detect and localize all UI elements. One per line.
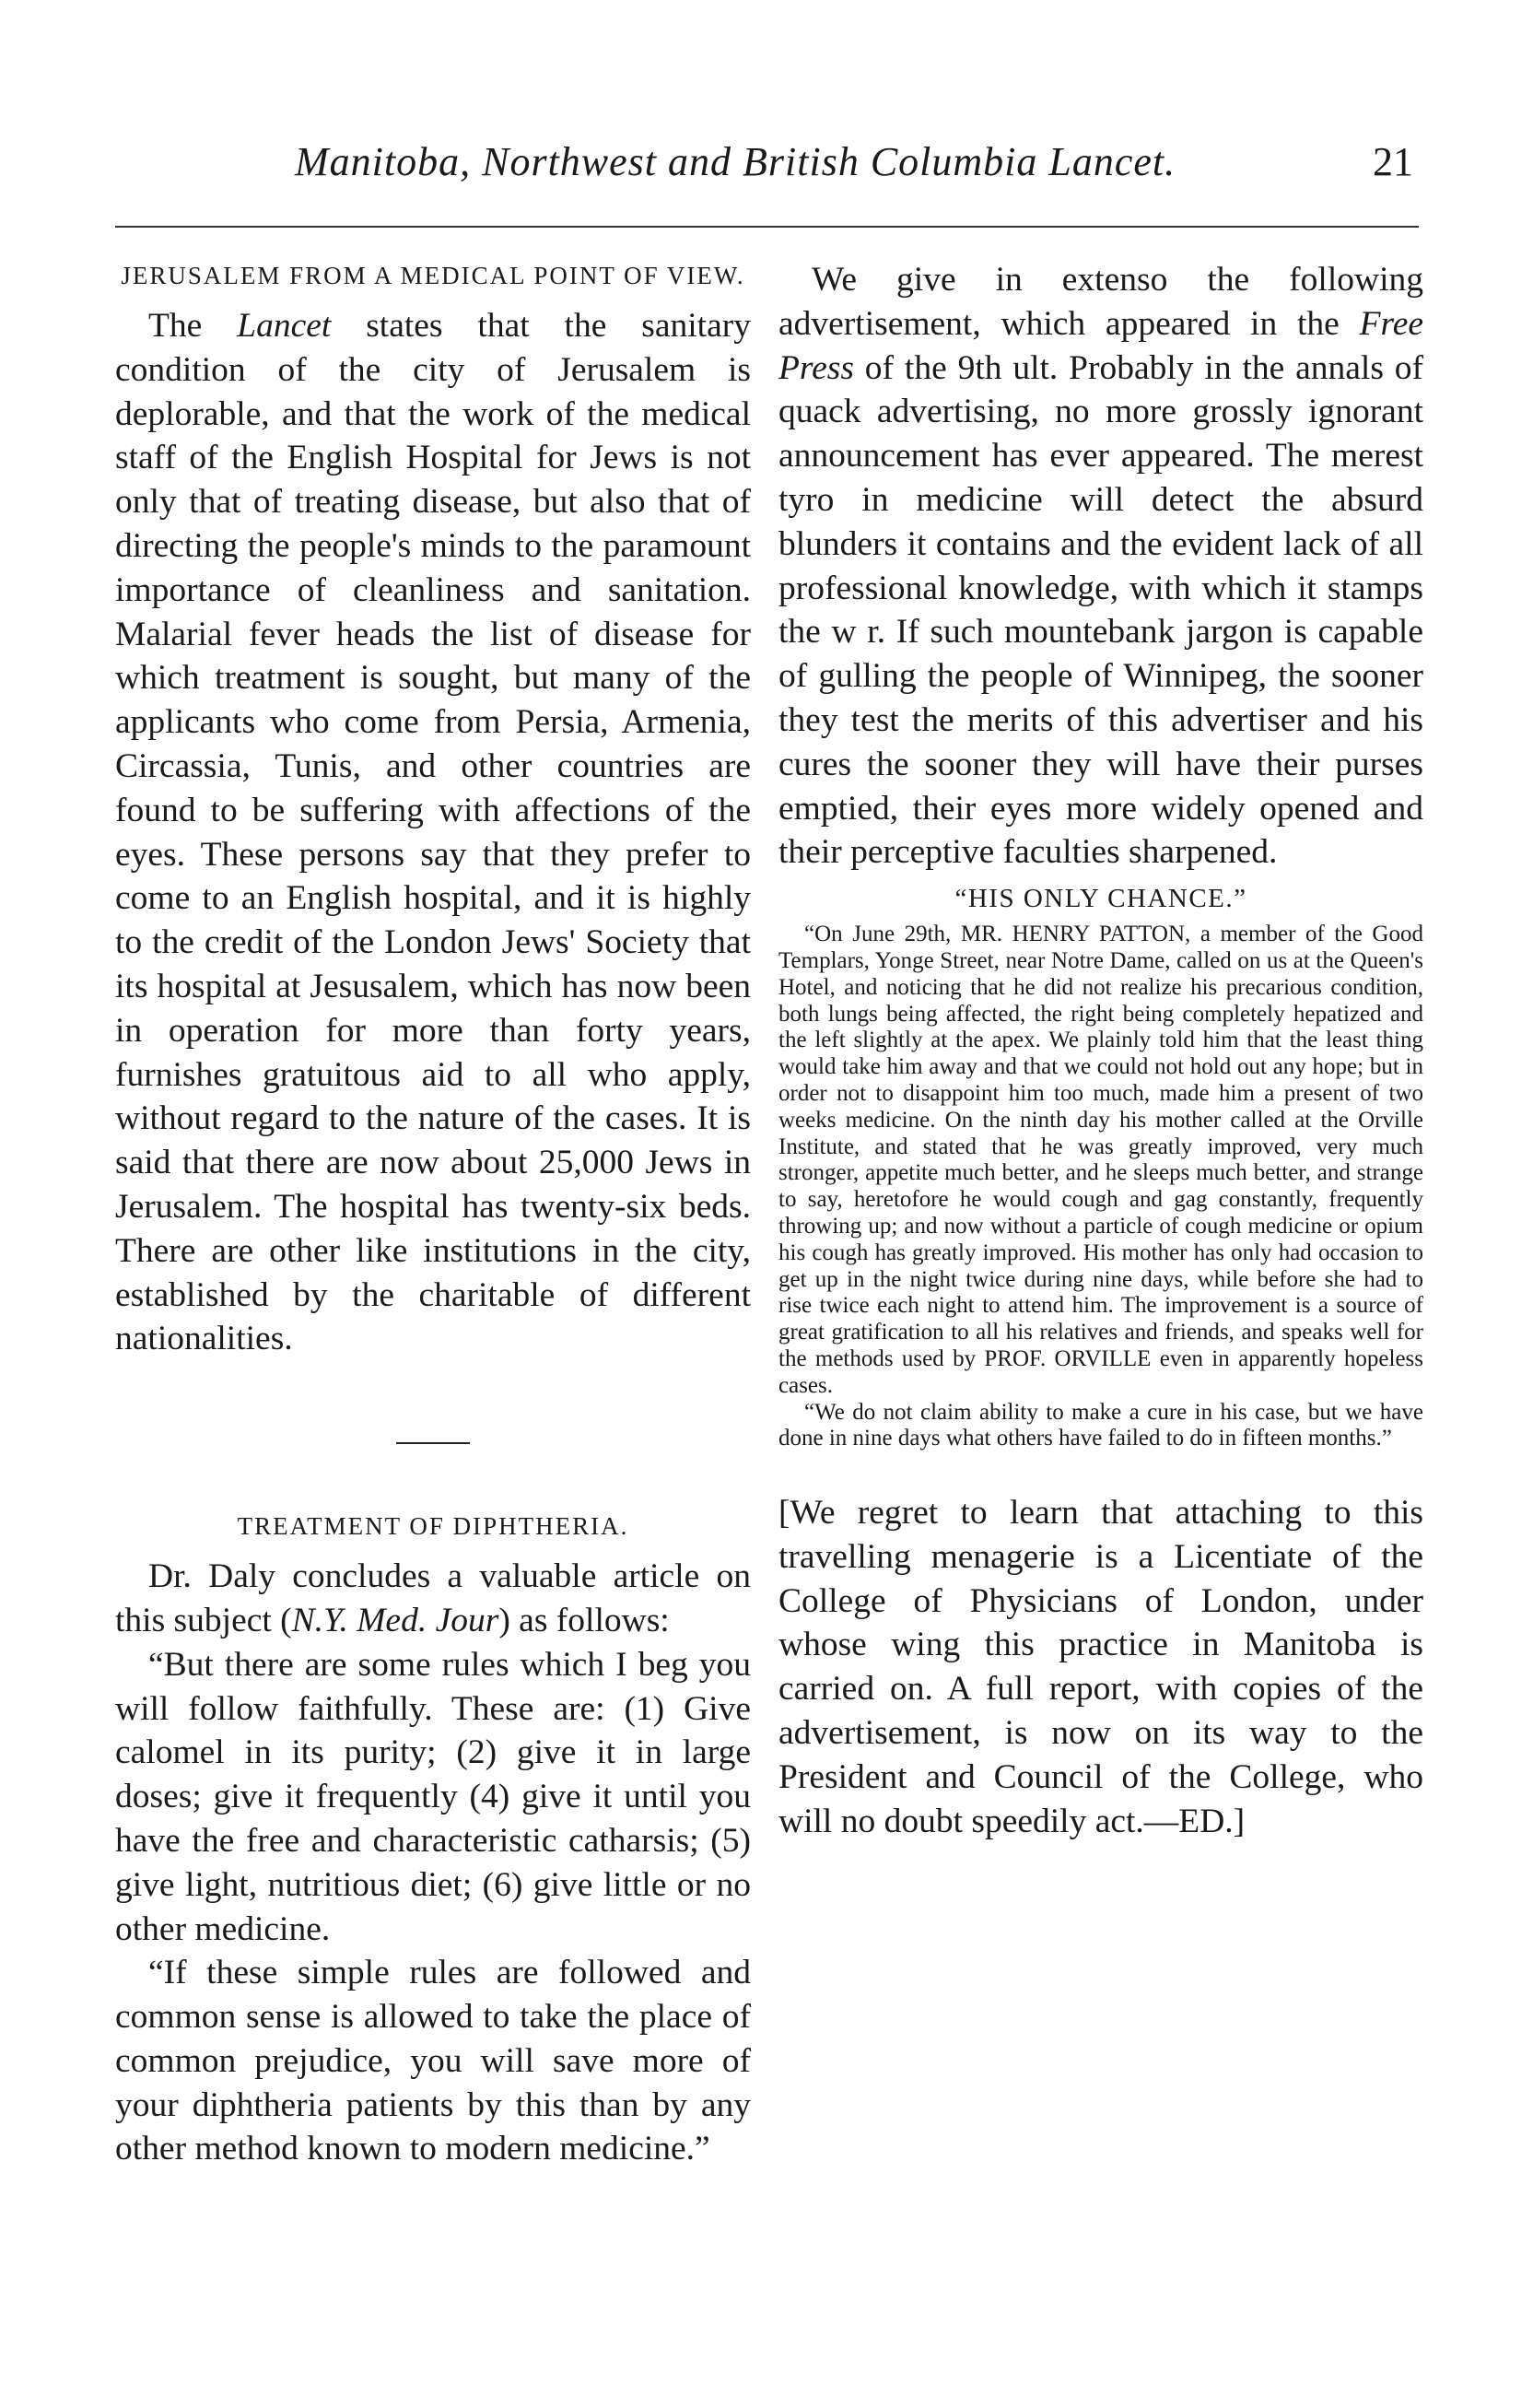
journal-italic: N.Y. Med. Jour bbox=[291, 1601, 499, 1639]
advertisement-paragraph-2: “We do not claim ability to make a cure in his case, but we have done in nine days what others have failed to do in fifteen months.” bbox=[778, 1399, 1423, 1451]
intro-text-after: ) as follows: bbox=[498, 1601, 670, 1639]
article-heading-jerusalem: JERUSALEM FROM A MEDICAL POINT OF VIEW. bbox=[121, 262, 745, 289]
lead-text: The bbox=[148, 307, 238, 345]
article-body-text: states that the sanitary condition of the city of Jerusalem is deplorable, and that the work of the medical staff of the English Hospital for Jews is not only that of treating disease, but also that of directing the people's minds to the paramount importance of cleanliness and sanitation. Malarial fever heads the list of disease for which treatment is sought, but many of the applicants who come from Persia, Armenia, Circassia, Tunis, and other countries are found to be suffering with affections of the eyes. These persons say that they prefer to come to an English hospital, and it is highly to the credit of the London Jews' Society that its hospital at Jesusalem, which has now been in operation for more than forty years, furnishes gratuitous aid to all who apply, without regard to the nature of the cases. It is said that there are now about 25,000 Jews in Jerusalem. The hospital has twenty-six beds. There are other like institutions in the city, established by the charitable of different nationalities. bbox=[115, 307, 751, 1358]
free-press-italic: Free Press bbox=[778, 304, 1423, 387]
advertisement-commentary bbox=[778, 258, 1423, 875]
advertisement-paragraph-1: “On June 29th, MR. HENRY PATTON, a member of the Good Templars, Yonge Street, near Notre Dame, called on us at the Queen's Hotel, and noticing that he did not realize his precarious condition, both lungs being affected, the right being completely hepatized and the left slightly at the apex. We plainly told him that the least thing would take him away and that we could not hold out any hope; but in order not to disappoint him too much, made him a present of two weeks medicine. On the ninth day his mother called at the Orville Institute, and stated that he was greatly improved, very much stronger, appetite much better, and he sleeps much better, and strange to say, heretofore he would cough and gag constantly, frequently throwing up; and now without a particle of cough medicine or opium his cough has greatly improved. His mother has only had occasion to get up in the night twice during nine days, while before she had to rise twice each night to attend him. The improvement is a source of great gratification to all his relatives and friends, and speaks well for the methods used by PROF. ORVILLE even in apparently hopeless cases. bbox=[778, 922, 1423, 1398]
article-intro-diphtheria bbox=[115, 1555, 751, 1643]
section-divider bbox=[396, 1442, 470, 1444]
advertisement-heading: “HIS ONLY CHANCE.” bbox=[954, 884, 1247, 914]
page-header bbox=[0, 138, 1533, 194]
commentary-text-after: of the 9th ult. Probably in the annals of quack advertising, no more grossly ignorant announcement has ever appeared. The merest tyro in medicine will detect the absurd blunders it contains and the evident lack of all professional knowledge, with which it stamps the w r. If such mountebank jargon is capable of gulling the people of Winnipeg, the sooner they test the merits of this advertiser and his cures the sooner they will have their purses emptied, their eyes more widely opened and their perceptive faculties sharpened. bbox=[778, 348, 1423, 872]
page-number: 21 bbox=[1373, 139, 1413, 184]
lancet-italic: Lancet bbox=[237, 307, 332, 345]
editor-note: [We regret to learn that attaching to this travelling menagerie is a Licentiate of the College of Physicians of London, under whose wing this practice in Manitoba is carried on. A full report, with copies of the advertisement, is now on its way to the President and Council of the College, who will no doubt speedily act.—ED.] bbox=[778, 1494, 1423, 1840]
diphtheria-quote-conclusion: “If these simple rules are followed and common sense is allowed to take the place of common prejudice, you will save more of your diphtheria patients by this than by any other method known to modern medicine.” bbox=[115, 1954, 751, 2168]
left-column bbox=[115, 258, 751, 2171]
article-body-jerusalem bbox=[115, 304, 751, 1361]
article-heading-diphtheria: TREATMENT OF DIPHTHERIA. bbox=[237, 1512, 629, 1541]
diphtheria-quote-rules: “But there are some rules which I beg you will follow faithfully. These are: (1) Give calomel in its purity; (2) give it in large doses; give it frequently (4) give it until you have the free and characteristic catharsis; (5) give light, nutritious diet; (6) give little or no other medicine. bbox=[115, 1645, 751, 1948]
header-rule bbox=[115, 226, 1419, 228]
commentary-text: We give in extenso the following advertisement, which appeared in the bbox=[778, 261, 1423, 343]
intro-text: Dr. Daly concludes a valuable article on this subject ( bbox=[115, 1557, 751, 1639]
right-column bbox=[778, 258, 1423, 1843]
running-title: Manitoba, Northwest and British Columbia Lancet. bbox=[295, 139, 1176, 184]
